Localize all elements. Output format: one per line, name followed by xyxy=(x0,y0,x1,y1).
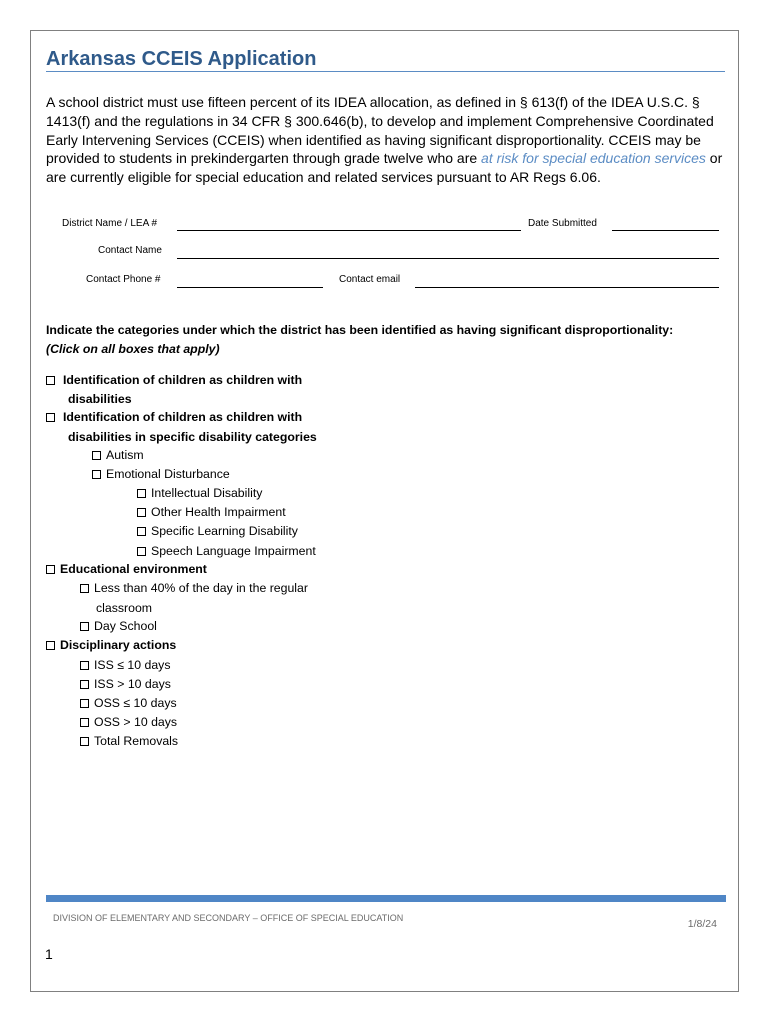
disciplinary-actions-label: Disciplinary actions xyxy=(60,638,177,652)
educational-environment-checkbox[interactable] xyxy=(46,565,55,574)
oss-gt-10-label: OSS > 10 days xyxy=(94,715,178,729)
footer-bar xyxy=(46,895,726,902)
total-removals-checkbox[interactable] xyxy=(80,737,89,746)
date-submitted-field[interactable] xyxy=(612,230,719,231)
intro-text-start: A school district must use fifteen percent of its IDEA allocation, as defined in § 613(f) of the IDEA U.S.C. § 1413(f) and the regulations in 34 CFR § 300.646(b), to develop and implement Comprehensive Coordinated Early Intervening Services (CCEIS) when identified as having significant disproportionality. CCEIS may be provided to students in prekindergarten through grade twelve who are xyxy=(46,94,714,167)
educational-environment-label: Educational environment xyxy=(60,562,207,576)
disciplinary-actions-checkbox[interactable] xyxy=(46,641,55,650)
identification-specific-label-line1: Identification of children as children with xyxy=(63,410,303,424)
iss-gt-10-checkbox[interactable] xyxy=(80,680,89,689)
autism-option[interactable] xyxy=(92,446,144,465)
contact-phone-field[interactable] xyxy=(177,287,323,288)
oss-le-10-checkbox[interactable] xyxy=(80,699,89,708)
day-school-checkbox[interactable] xyxy=(80,622,89,631)
iss-le-10-label: ISS ≤ 10 days xyxy=(94,658,171,672)
identification-option[interactable] xyxy=(46,371,302,390)
other-health-impairment-option[interactable] xyxy=(137,503,286,522)
speech-language-impairment-label: Speech Language Impairment xyxy=(151,544,316,558)
iss-gt-10-option[interactable] xyxy=(80,675,171,694)
footer-date: 1/8/24 xyxy=(687,918,717,930)
less-than-40-checkbox[interactable] xyxy=(80,584,89,593)
educational-environment-option[interactable] xyxy=(46,560,207,579)
specific-learning-disability-checkbox[interactable] xyxy=(137,527,146,536)
page-title: Arkansas CCEIS Application xyxy=(46,48,317,70)
identification-label-line2: disabilities xyxy=(68,392,132,406)
contact-phone-label: Contact Phone # xyxy=(86,274,161,285)
contact-name-field[interactable] xyxy=(177,258,719,259)
oss-gt-10-checkbox[interactable] xyxy=(80,718,89,727)
total-removals-option[interactable] xyxy=(80,732,178,751)
intro-paragraph xyxy=(46,93,731,187)
less-than-40-label-line1: Less than 40% of the day in the regular xyxy=(94,581,308,595)
disciplinary-actions-option[interactable] xyxy=(46,636,176,655)
less-than-40-option[interactable] xyxy=(80,579,308,598)
identification-specific-option[interactable] xyxy=(46,408,302,427)
autism-checkbox[interactable] xyxy=(92,451,101,460)
iss-le-10-option[interactable] xyxy=(80,656,170,675)
specific-learning-disability-label: Specific Learning Disability xyxy=(151,524,298,538)
identification-label-line1: Identification of children as children with xyxy=(63,373,303,387)
speech-language-impairment-checkbox[interactable] xyxy=(137,547,146,556)
instructions-emphasis: (Click on all boxes that apply) xyxy=(46,342,220,356)
district-field[interactable] xyxy=(177,230,521,231)
emotional-disturbance-checkbox[interactable] xyxy=(92,470,101,479)
less-than-40-label-line2: classroom xyxy=(96,601,153,615)
intro-text-end: or are currently eligible for special education and related services pursuant to AR Regs 6.06. xyxy=(46,150,723,186)
intellectual-disability-label: Intellectual Disability xyxy=(151,486,263,500)
other-health-impairment-checkbox[interactable] xyxy=(137,508,146,517)
specific-learning-disability-option[interactable] xyxy=(137,522,298,541)
contact-email-field[interactable] xyxy=(415,287,719,288)
intellectual-disability-option[interactable] xyxy=(137,484,262,503)
footer-division: DIVISION OF ELEMENTARY AND SECONDARY – OFFICE OF SPECIAL EDUCATION xyxy=(53,913,404,923)
autism-label: Autism xyxy=(106,448,144,462)
oss-le-10-label: OSS ≤ 10 days xyxy=(94,696,177,710)
identification-specific-checkbox[interactable] xyxy=(46,413,55,422)
identification-specific-label-line2: disabilities in specific disability categories xyxy=(68,430,317,444)
iss-le-10-checkbox[interactable] xyxy=(80,661,89,670)
day-school-label: Day School xyxy=(94,619,157,633)
other-health-impairment-label: Other Health Impairment xyxy=(151,505,286,519)
instructions xyxy=(46,321,686,359)
iss-gt-10-label: ISS > 10 days xyxy=(94,677,171,691)
emotional-disturbance-option[interactable] xyxy=(92,465,230,484)
speech-language-impairment-option[interactable] xyxy=(137,542,316,561)
date-submitted-label: Date Submitted xyxy=(528,218,597,229)
document-page xyxy=(30,30,739,992)
day-school-option[interactable] xyxy=(80,617,157,636)
oss-le-10-option[interactable] xyxy=(80,694,177,713)
at-risk-link[interactable]: at risk for special education services xyxy=(481,150,706,167)
total-removals-label: Total Removals xyxy=(94,734,179,748)
page-number: 1 xyxy=(45,946,53,962)
title-underline xyxy=(46,71,725,72)
oss-gt-10-option[interactable] xyxy=(80,713,177,732)
emotional-disturbance-label: Emotional Disturbance xyxy=(106,467,230,481)
intellectual-disability-checkbox[interactable] xyxy=(137,489,146,498)
instructions-text: Indicate the categories under which the district has been identified as having significant disproportionality: xyxy=(46,323,674,337)
district-label: District Name / LEA # xyxy=(62,218,158,229)
identification-checkbox[interactable] xyxy=(46,376,55,385)
contact-name-label: Contact Name xyxy=(98,245,162,256)
contact-email-label: Contact email xyxy=(339,274,401,285)
